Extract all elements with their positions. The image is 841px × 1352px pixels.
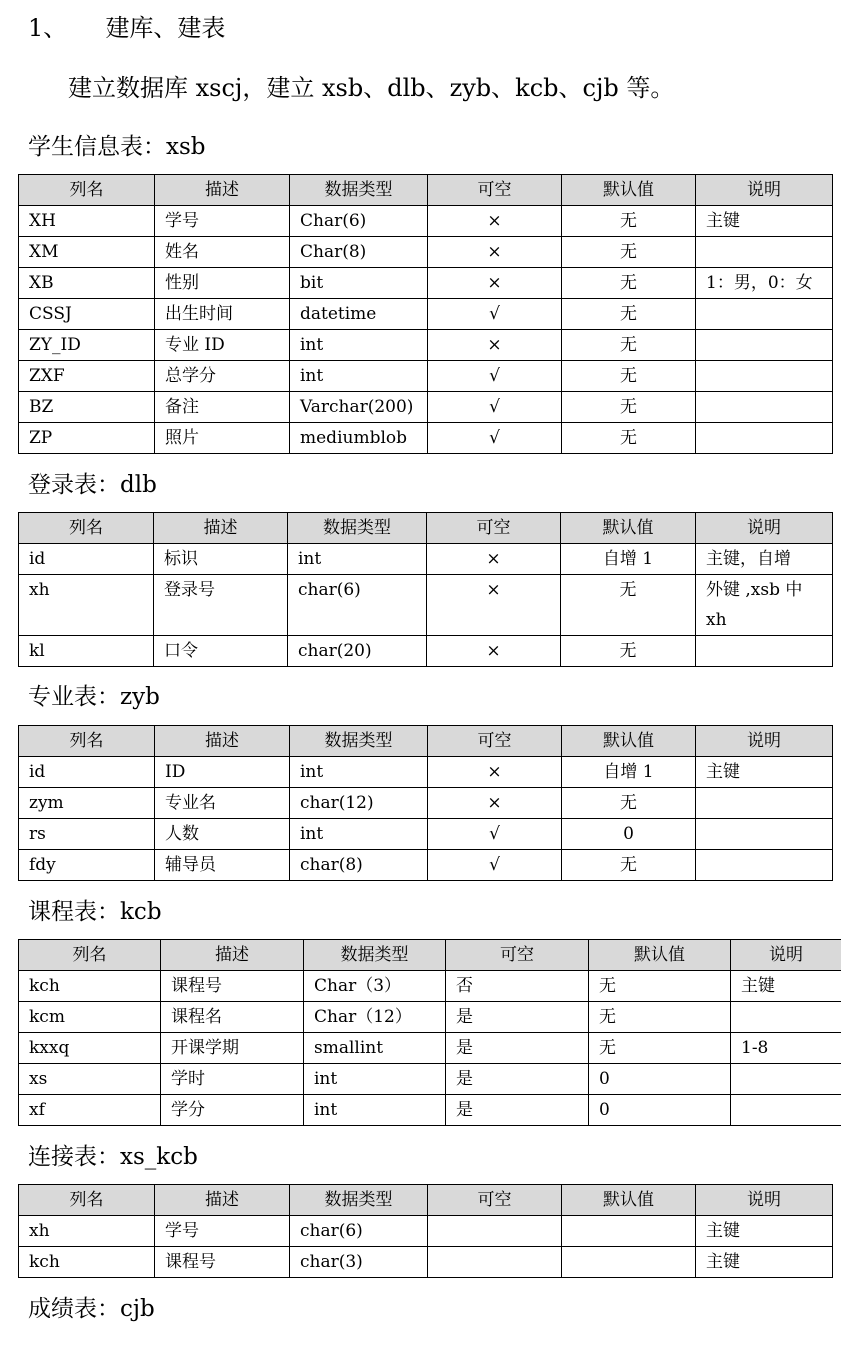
table-cell: int [288,544,427,575]
table-cell: xf [19,1095,161,1126]
table-cell: 无 [562,268,696,299]
table-row [19,850,833,881]
table-cell: Char(8) [290,237,428,268]
table-caption-xsb: 学生信息表：xsb [28,134,206,160]
table-cell: 照片 [155,423,290,454]
column-header: 可空 [428,1185,562,1216]
table-cell: int [290,757,428,788]
table-cell: ZY_ID [19,330,155,361]
header-row [19,513,833,544]
table-cell [696,423,833,454]
table-cell: 备注 [155,392,290,423]
table-cell [696,850,833,881]
table-row [19,206,833,237]
table-cell: 无 [561,575,696,636]
column-header: 可空 [428,175,562,206]
table-caption-zyb: 专业表：zyb [28,684,160,710]
table-cell: 出生时间 [155,299,290,330]
column-header: 默认值 [561,513,696,544]
table-cell: 性别 [155,268,290,299]
column-header: 说明 [696,1185,833,1216]
table-row [19,971,841,1002]
table-cell: 标识 [154,544,288,575]
table-row [19,788,833,819]
table-caption-xs-kcb: 连接表：xs_kcb [28,1144,198,1170]
table-kcb [18,939,841,1126]
table-cell: char(3) [290,1247,428,1278]
table-cell: char(8) [290,850,428,881]
table-cell: 无 [562,206,696,237]
table-row [19,636,833,667]
column-header: 数据类型 [304,940,446,971]
table-row [19,1247,833,1278]
table-cell: Char(6) [290,206,428,237]
table-cell: × [427,575,561,636]
table-cell: kxxq [19,1033,161,1064]
table-cell: 总学分 [155,361,290,392]
table-cell [428,1247,562,1278]
column-header: 列名 [19,726,155,757]
table-cell: 学分 [161,1095,304,1126]
column-header: 描述 [161,940,304,971]
table-dlb [18,512,833,667]
table-caption-kcb: 课程表：kcb [28,899,162,925]
table-cell: 主键 [696,757,833,788]
table-cell [696,237,833,268]
table-cell: 0 [589,1095,731,1126]
table-cell: int [290,819,428,850]
column-header: 可空 [428,726,562,757]
table-zyb [18,725,833,881]
table-cell: char(6) [288,575,427,636]
table-cell: xh [19,1216,155,1247]
table-cell: 主键，自增 [696,544,833,575]
table-cell: fdy [19,850,155,881]
table-cell: int [290,361,428,392]
table-cell: × [428,757,562,788]
table-cell: 0 [562,819,696,850]
table-cell: 无 [562,330,696,361]
table-cell: smallint [304,1033,446,1064]
table-cell: 课程号 [155,1247,290,1278]
table-cell: × [427,636,561,667]
table-cell [696,330,833,361]
intro-paragraph: 建立数据库 xscj，建立 xsb、dlb、zyb、kcb、cjb 等。 [68,74,675,102]
column-header: 列名 [19,940,161,971]
table-row [19,330,833,361]
column-header: 说明 [696,175,833,206]
table-row [19,361,833,392]
table-cell: char(20) [288,636,427,667]
table-cell: XM [19,237,155,268]
table-cell: datetime [290,299,428,330]
column-header: 说明 [696,513,833,544]
table-cell: char(12) [290,788,428,819]
table-row [19,392,833,423]
column-header: 列名 [19,1185,155,1216]
column-header: 数据类型 [290,726,428,757]
table-cell: XH [19,206,155,237]
table-cell: 口令 [154,636,288,667]
table-cell: Char（12） [304,1002,446,1033]
table-row [19,544,833,575]
table-cell: 无 [562,237,696,268]
table-cell: 开课学期 [161,1033,304,1064]
table-row [19,1033,841,1064]
table-row [19,268,833,299]
table-row [19,299,833,330]
table-cell: id [19,757,155,788]
table-row [19,1216,833,1247]
column-header: 数据类型 [290,175,428,206]
table-cell: 主键 [696,1247,833,1278]
table-cell: 学号 [155,206,290,237]
table-row [19,819,833,850]
table-cell [696,361,833,392]
table-cell: int [304,1064,446,1095]
table-cell: Char（3） [304,971,446,1002]
table-cell: 无 [562,788,696,819]
table-row [19,1095,841,1126]
column-header: 描述 [155,1185,290,1216]
table-cell: 学时 [161,1064,304,1095]
table-cell: 无 [562,392,696,423]
table-cell: rs [19,819,155,850]
table-cell: √ [428,819,562,850]
table-cell: 主键 [696,206,833,237]
table-cell: 课程名 [161,1002,304,1033]
table-cell: × [428,268,562,299]
table-cell: 无 [561,636,696,667]
table-cell: zym [19,788,155,819]
column-header: 数据类型 [288,513,427,544]
table-cell: √ [428,850,562,881]
table-cell: mediumblob [290,423,428,454]
table-cell: 辅导员 [155,850,290,881]
table-cell [731,1095,841,1126]
table-cell: × [428,237,562,268]
section-title: 建库、建表 [105,14,226,42]
table-cell: 否 [446,971,589,1002]
table-cell: bit [290,268,428,299]
table-cell: 无 [589,971,731,1002]
table-cell: 无 [589,1002,731,1033]
header-row [19,1185,833,1216]
column-header: 默认值 [562,175,696,206]
table-caption-cjb: 成绩表：cjb [28,1296,155,1322]
table-cell: ZP [19,423,155,454]
table-xsb [18,174,833,454]
table-cell: 是 [446,1095,589,1126]
section-number: 1、 [28,14,68,42]
table-cell [428,1216,562,1247]
table-cell: id [19,544,154,575]
table-cell: kl [19,636,154,667]
table-cell [562,1247,696,1278]
table-row [19,423,833,454]
table-cell [696,819,833,850]
table-cell: kcm [19,1002,161,1033]
column-header: 默认值 [562,1185,696,1216]
table-xs-kcb [18,1184,833,1278]
table-cell: 无 [589,1033,731,1064]
table-cell: √ [428,299,562,330]
table-row [19,757,833,788]
table-cell: 1：男，0：女 [696,268,833,299]
table-caption-dlb: 登录表：dlb [28,472,157,498]
table-cell: xh [19,575,154,636]
table-cell [696,636,833,667]
table-cell: 人数 [155,819,290,850]
table-cell: 主键 [696,1216,833,1247]
table-cell: 无 [562,850,696,881]
table-cell: xs [19,1064,161,1095]
column-header: 说明 [731,940,841,971]
table-cell: kch [19,1247,155,1278]
table-row [19,1064,841,1095]
table-cell: XB [19,268,155,299]
table-cell: √ [428,361,562,392]
table-cell: 课程号 [161,971,304,1002]
table-cell: 学号 [155,1216,290,1247]
table-cell [731,1002,841,1033]
header-row [19,175,833,206]
section-heading [28,8,225,43]
table-cell [562,1216,696,1247]
table-cell: 外键 ,xsb 中 xh [696,575,833,636]
table-cell [696,392,833,423]
column-header: 描述 [155,726,290,757]
table-cell: int [290,330,428,361]
table-cell: 是 [446,1033,589,1064]
table-cell: Varchar(200) [290,392,428,423]
column-header: 说明 [696,726,833,757]
table-row [19,1002,841,1033]
table-cell: kch [19,971,161,1002]
column-header: 描述 [154,513,288,544]
table-row [19,237,833,268]
table-cell: 自增 1 [562,757,696,788]
table-cell: 专业 ID [155,330,290,361]
column-header: 默认值 [562,726,696,757]
column-header: 描述 [155,175,290,206]
table-cell: 无 [562,423,696,454]
table-cell: √ [428,423,562,454]
table-cell: 是 [446,1064,589,1095]
column-header: 默认值 [589,940,731,971]
table-cell: BZ [19,392,155,423]
table-cell: CSSJ [19,299,155,330]
header-row [19,726,833,757]
table-cell: × [428,788,562,819]
table-cell: int [304,1095,446,1126]
table-cell: 是 [446,1002,589,1033]
column-header: 数据类型 [290,1185,428,1216]
table-cell: 无 [562,299,696,330]
table-cell: × [427,544,561,575]
column-header: 列名 [19,513,154,544]
table-cell [731,1064,841,1095]
table-cell: ID [155,757,290,788]
column-header: 列名 [19,175,155,206]
table-cell: ZXF [19,361,155,392]
header-row [19,940,841,971]
table-cell: 1-8 [731,1033,841,1064]
column-header: 可空 [446,940,589,971]
table-cell: char(6) [290,1216,428,1247]
table-cell: 姓名 [155,237,290,268]
table-cell: 自增 1 [561,544,696,575]
table-cell: √ [428,392,562,423]
table-cell: × [428,330,562,361]
table-cell: × [428,206,562,237]
column-header: 可空 [427,513,561,544]
table-row [19,575,833,636]
table-cell: 无 [562,361,696,392]
table-cell [696,788,833,819]
table-cell [696,299,833,330]
table-cell: 登录号 [154,575,288,636]
table-cell: 主键 [731,971,841,1002]
table-cell: 专业名 [155,788,290,819]
table-cell: 0 [589,1064,731,1095]
